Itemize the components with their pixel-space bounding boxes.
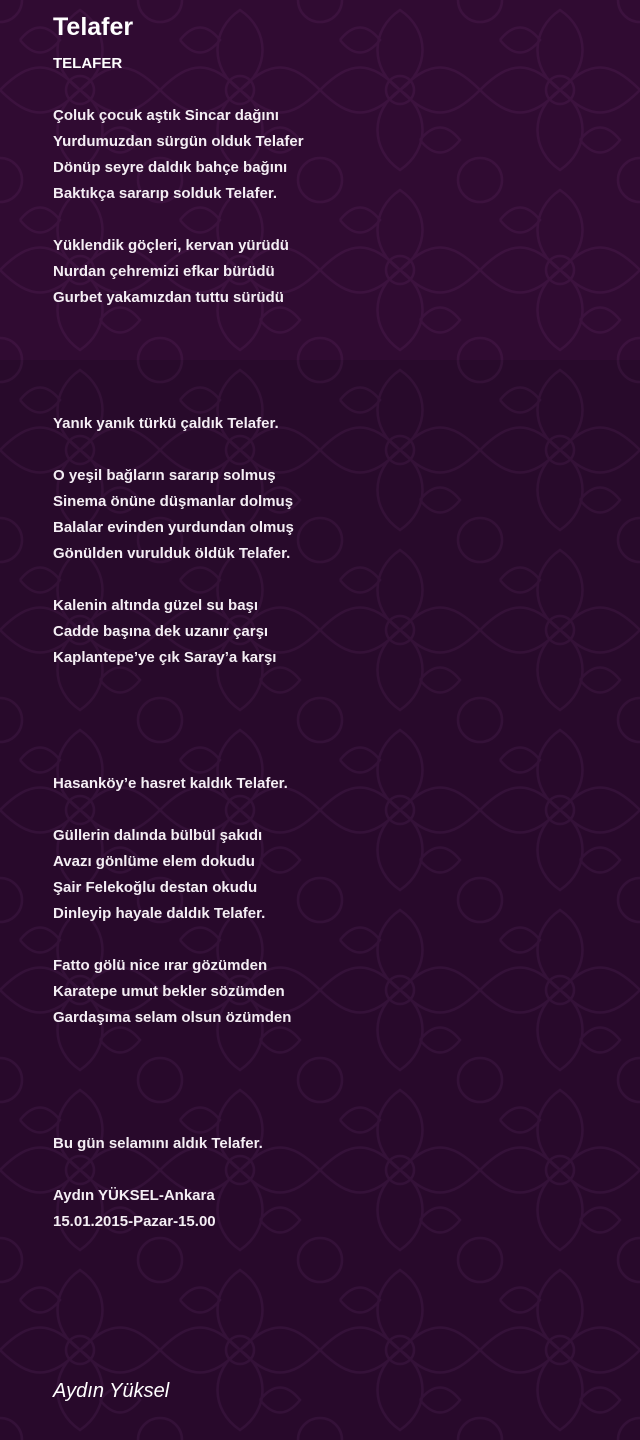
poem-line: Dönüp seyre daldık bahçe bağını: [53, 159, 288, 176]
poem-line: Bu gün selamını aldık Telafer.: [53, 1135, 263, 1152]
poem-title: Telafer: [53, 13, 134, 41]
poem-line: Kaplantepe’ye çık Saray’a karşı: [53, 649, 277, 666]
author-name: Aydın Yüksel: [53, 1380, 170, 1402]
poem-line: Yüklendik göçleri, kervan yürüdü: [53, 237, 289, 254]
poem-date: 15.01.2015-Pazar-15.00: [53, 1213, 216, 1230]
poem-line: Gardaşıma selam olsun özümden: [53, 1009, 292, 1026]
poem-line: Gönülden vurulduk öldük Telafer.: [53, 545, 291, 562]
poem-line: Baktıkça sararıp solduk Telafer.: [53, 185, 277, 202]
poem-line: Gurbet yakamızdan tuttu sürüdü: [53, 289, 284, 306]
poem-line: Sinema önüne düşmanlar dolmuş: [53, 493, 294, 510]
poem-line: Güllerin dalında bülbül şakıdı: [53, 827, 263, 844]
poem-line: Nurdan çehremizi efkar bürüdü: [53, 263, 275, 280]
poem-line: Çoluk çocuk aştık Sincar dağını: [53, 107, 279, 124]
poem-line: Karatepe umut bekler sözümden: [53, 983, 285, 1000]
poem-subtitle: TELAFER: [53, 55, 123, 72]
poem-line: Fatto gölü nice ırar gözümden: [53, 957, 268, 974]
poem-line: Şair Felekoğlu destan okudu: [53, 879, 258, 896]
poem-line: Balalar evinden yurdundan olmuş: [53, 519, 294, 536]
poem-line: Yurdumuzdan sürgün olduk Telafer: [53, 133, 304, 150]
poem-line: Hasanköy’e hasret kaldık Telafer.: [53, 775, 288, 792]
poem-signature: Aydın YÜKSEL-Ankara: [53, 1187, 215, 1204]
poem-line: Avazı gönlüme elem dokudu: [53, 853, 255, 870]
poem-line: Yanık yanık türkü çaldık Telafer.: [53, 415, 279, 432]
poem-line: Dinleyip hayale daldık Telafer.: [53, 905, 266, 922]
poem-line: Kalenin altında güzel su başı: [53, 597, 259, 614]
poem-line: Cadde başına dek uzanır çarşı: [53, 623, 269, 640]
poem-line: O yeşil bağların sararıp solmuş: [53, 467, 276, 484]
